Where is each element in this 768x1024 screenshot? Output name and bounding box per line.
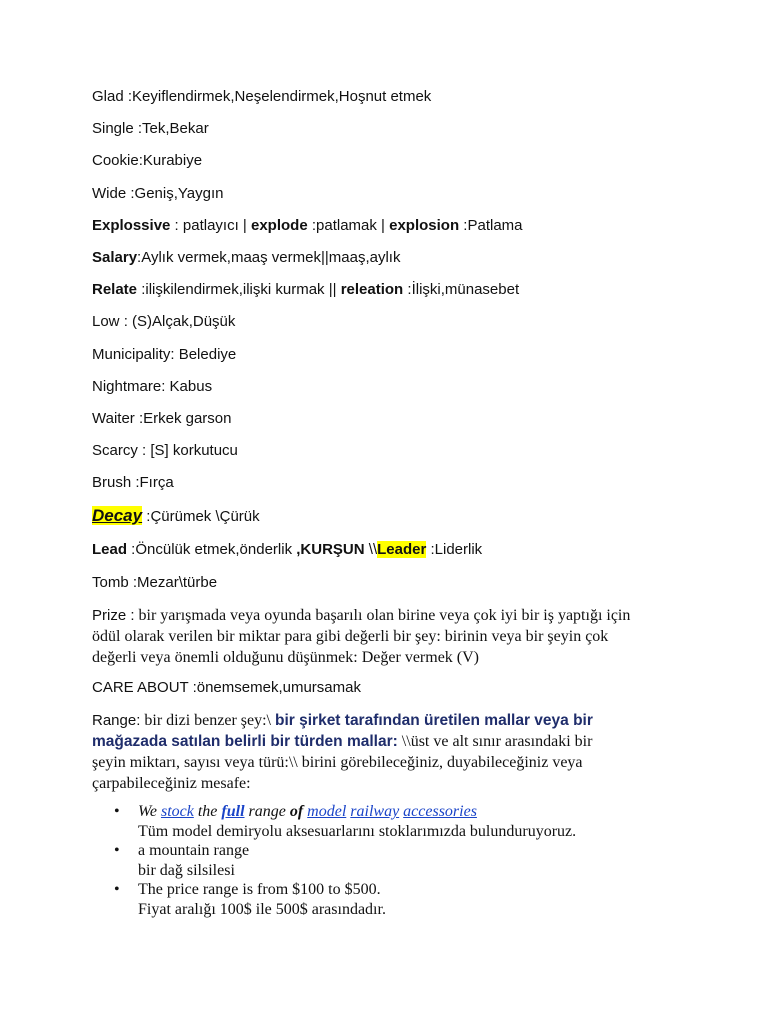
entry-word: Brush	[92, 474, 132, 491]
example-sentence: The price range is from $100 to $500.	[138, 881, 381, 898]
entry-word: explode	[251, 217, 308, 234]
entry-nightmare	[92, 377, 212, 397]
entry-word: Scarcy	[92, 442, 138, 459]
entry-brush	[92, 473, 174, 493]
entry-meaning: : Kabus	[161, 378, 213, 395]
entry-word: Waiter	[92, 410, 135, 427]
list-item	[114, 802, 577, 841]
entry-single	[92, 119, 209, 139]
entry-meaning: :Öncülük etmek,önderlik	[127, 541, 297, 558]
entry-word: releation	[340, 281, 404, 298]
example-translation: Tüm model demiryolu aksesuarlarını stoklarımızda bulunduruyoruz.	[138, 822, 577, 840]
entry-glad	[92, 87, 431, 107]
entry-meaning: :Liderlik	[426, 541, 483, 558]
entry-meaning: şeyin miktarı, sayısı veya türü:\\ birini görebileceğiniz, duyabileceğiniz veya	[92, 754, 583, 771]
example-sentence: a mountain range	[138, 842, 250, 859]
entry-word: Municipality	[92, 346, 171, 363]
link-full[interactable]: full	[221, 803, 245, 820]
entry-meaning: :Patlama	[459, 217, 523, 234]
bullet: •	[114, 803, 120, 820]
example-translation: Fiyat aralığı 100$ ile 500$ arasındadır.	[138, 900, 386, 918]
entry-word: Lead	[92, 541, 128, 558]
entry-word: Prize :	[92, 607, 135, 624]
link-model[interactable]: model	[307, 803, 347, 820]
link-stock[interactable]: stock	[160, 803, 194, 820]
example-word: We	[138, 803, 157, 820]
example-list	[114, 802, 577, 919]
entry-meaning: : (S)Alçak,Düşük	[119, 313, 236, 330]
entry-meaning: :Erkek garson	[134, 410, 232, 427]
entry-wide	[92, 184, 223, 204]
entry-word: Glad	[92, 88, 124, 105]
entry-meaning: :Aylık vermek,maaş vermek||maaş,aylık	[137, 249, 401, 266]
example-word: of	[289, 803, 304, 820]
entry-meaning: :Fırça	[131, 474, 174, 491]
entry-meaning: :ilişkilendirmek,ilişki kurmak ||	[137, 281, 341, 298]
entry-word: ,KURŞUN	[296, 541, 365, 558]
entry-meaning: :patlamak |	[307, 217, 390, 234]
example-word: range	[248, 803, 286, 820]
entry-prize	[92, 605, 702, 668]
entry-meaning: :Tek,Bekar	[133, 120, 209, 137]
entry-municipality	[92, 345, 236, 365]
entry-word: Range:	[92, 712, 141, 729]
entry-meaning-emphasis: bir şirket tarafından üretilen mallar veya bir	[275, 712, 593, 729]
link-railway[interactable]: railway	[350, 803, 400, 820]
entry-meaning: : [S] korkutucu	[137, 442, 238, 459]
entry-meaning: : patlayıcı |	[170, 217, 251, 234]
bullet: •	[114, 842, 120, 859]
entry-meaning: : Belediye	[170, 346, 237, 363]
entry-meaning: ödül olarak verilen bir miktar para gibi değerli bir şey: birinin veya bir şeyin çok	[92, 628, 609, 645]
entry-meaning: :İlişki,münasebet	[403, 281, 520, 298]
entry-separator: \\	[364, 541, 378, 558]
entry-meaning: :Kurabiye	[138, 152, 203, 169]
entry-meaning: değerli veya önemli olduğunu düşünmek: Değer vermek (V)	[92, 649, 479, 666]
entry-word-highlighted: Leader	[377, 541, 427, 558]
entry-word: Wide	[92, 185, 127, 202]
entry-word: Explossive	[92, 217, 171, 234]
entry-meaning: :Çürümek \Çürük	[142, 508, 260, 525]
example-word: the	[197, 803, 218, 820]
entry-explossive	[92, 216, 523, 236]
list-item	[114, 880, 576, 919]
entry-tomb	[92, 573, 217, 593]
entry-low	[92, 312, 235, 332]
entry-word: explosion	[389, 217, 460, 234]
link-accessories[interactable]: accessories	[403, 803, 477, 820]
entry-meaning: :Keyiflendirmek,Neşelendirmek,Hoşnut etmek	[123, 88, 432, 105]
entry-meaning: çarpabileceğiniz mesafe:	[92, 775, 251, 792]
list-item	[114, 841, 576, 880]
entry-meaning: bir dizi benzer şey:\	[140, 712, 275, 729]
entry-word: Nightmare	[92, 378, 162, 395]
example-translation: bir dağ silsilesi	[138, 861, 235, 879]
entry-care-about: CARE ABOUT :önemsemek,umursamak	[92, 679, 361, 696]
entry-word: Single	[92, 120, 134, 137]
entry-lead	[92, 540, 482, 560]
entry-word-highlighted: Decay	[92, 506, 143, 525]
entry-meaning: bir yarışmada veya oyunda başarılı olan birine veya çok iyi bir iş yaptığı için	[134, 607, 631, 624]
entry-word: Low	[92, 313, 120, 330]
entry-meaning: :Mezar\türbe	[128, 574, 218, 591]
entry-cookie	[92, 151, 202, 171]
entry-relate	[92, 280, 519, 300]
entry-word: Tomb	[92, 574, 129, 591]
entry-salary	[92, 248, 400, 268]
entry-meaning-emphasis: mağazada satılan belirli bir türden mallar:	[92, 733, 398, 750]
entry-meaning: :Geniş,Yaygın	[126, 185, 224, 202]
entry-word: Relate	[92, 281, 138, 298]
entry-word: Salary	[92, 249, 138, 266]
entry-decay	[92, 506, 260, 527]
entry-word: Cookie	[92, 152, 139, 169]
entry-range	[92, 710, 702, 794]
bullet: •	[114, 881, 120, 898]
entry-waiter	[92, 409, 232, 429]
entry-meaning: \\üst ve alt sınır arasındaki bir	[397, 733, 593, 750]
entry-scarcy	[92, 441, 238, 461]
